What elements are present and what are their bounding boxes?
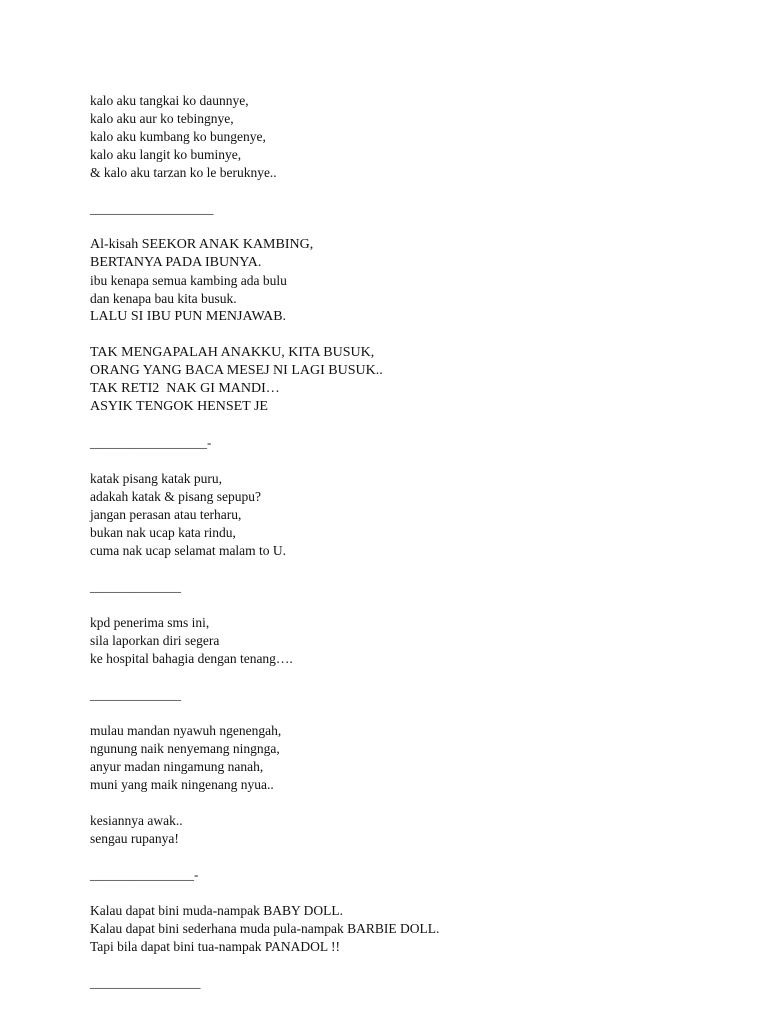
text-line: dan kenapa bau kita busuk. <box>90 291 237 306</box>
spacer <box>90 596 730 614</box>
text-line: LALU SI IBU PUN MENJAWAB. <box>90 309 287 324</box>
text-line: Al-kisah SEEKOR ANAK KAMBING, <box>90 237 314 252</box>
separator-line: __________________- <box>90 435 212 450</box>
text-line: katak pisang katak puru, <box>90 471 222 486</box>
text-line: anyur madan ningamung nanah, <box>90 759 264 774</box>
separator-line: ___________________ <box>90 201 214 216</box>
spacer <box>90 452 730 470</box>
text-line: adakah katak & pisang sepupu? <box>90 489 261 504</box>
spacer <box>90 416 730 434</box>
message-sms <box>90 614 730 668</box>
text-line: jangan perasan atau terharu, <box>90 507 242 522</box>
text-line: mulau mandan nyawuh ngenengah, <box>90 723 282 738</box>
text-line: kalo aku langit ko buminye, <box>90 147 242 162</box>
text-line: ORANG YANG BACA MESEJ NI LAGI BUSUK.. <box>90 363 383 378</box>
spacer <box>90 884 730 902</box>
spacer <box>90 326 730 344</box>
spacer <box>90 668 730 686</box>
poem-pantun-tarzan <box>90 92 730 182</box>
joke-bini <box>90 902 730 956</box>
spacer <box>90 560 730 578</box>
separator-line: ______________ <box>90 579 181 594</box>
story-anak-kambing <box>90 236 730 416</box>
spacer <box>90 182 730 200</box>
text-line: TAK MENGAPALAH ANAKKU, KITA BUSUK, <box>90 345 375 360</box>
text-line: BERTANYA PADA IBUNYA. <box>90 255 262 270</box>
text-line: kpd penerima sms ini, <box>90 615 210 630</box>
text-line: sengau rupanya! <box>90 831 179 846</box>
text-line: bukan nak ucap kata rindu, <box>90 525 236 540</box>
text-line: kesiannya awak.. <box>90 813 183 828</box>
text-line: muni yang maik ningenang nyua.. <box>90 777 274 792</box>
spacer <box>90 848 730 866</box>
text-line: sila laporkan diri segera <box>90 633 220 648</box>
text-line: kalo aku aur ko tebingnye, <box>90 111 234 126</box>
text-line: TAK RETI2 NAK GI MANDI… <box>90 381 280 396</box>
poem-katak-pisang <box>90 470 730 560</box>
spacer <box>90 956 730 974</box>
text-line: kalo aku tangkai ko daunnye, <box>90 93 249 108</box>
text-line: ibu kenapa semua kambing ada bulu <box>90 273 287 288</box>
text-line: Kalau dapat bini muda-nampak BABY DOLL. <box>90 903 343 918</box>
separator-line: ________________- <box>90 867 199 882</box>
spacer <box>90 794 730 812</box>
poem-sengau <box>90 722 730 848</box>
separator-line: ______________ <box>90 687 181 702</box>
text-line: ngunung naik nenyemang ningnga, <box>90 741 280 756</box>
text-line: cuma nak ucap selamat malam to U. <box>90 543 287 558</box>
text-line: & kalo aku tarzan ko le beruknye.. <box>90 165 277 180</box>
document-body <box>90 92 730 992</box>
spacer <box>90 218 730 236</box>
text-line: ASYIK TENGOK HENSET JE <box>90 399 268 414</box>
text-line: Tapi bila dapat bini tua-nampak PANADOL !! <box>90 939 341 954</box>
separator-line: _________________ <box>90 975 201 990</box>
text-line: Kalau dapat bini sederhana muda pula-nampak BARBIE DOLL. <box>90 921 440 936</box>
text-line: kalo aku kumbang ko bungenye, <box>90 129 266 144</box>
spacer <box>90 704 730 722</box>
text-line: ke hospital bahagia dengan tenang…. <box>90 651 293 666</box>
